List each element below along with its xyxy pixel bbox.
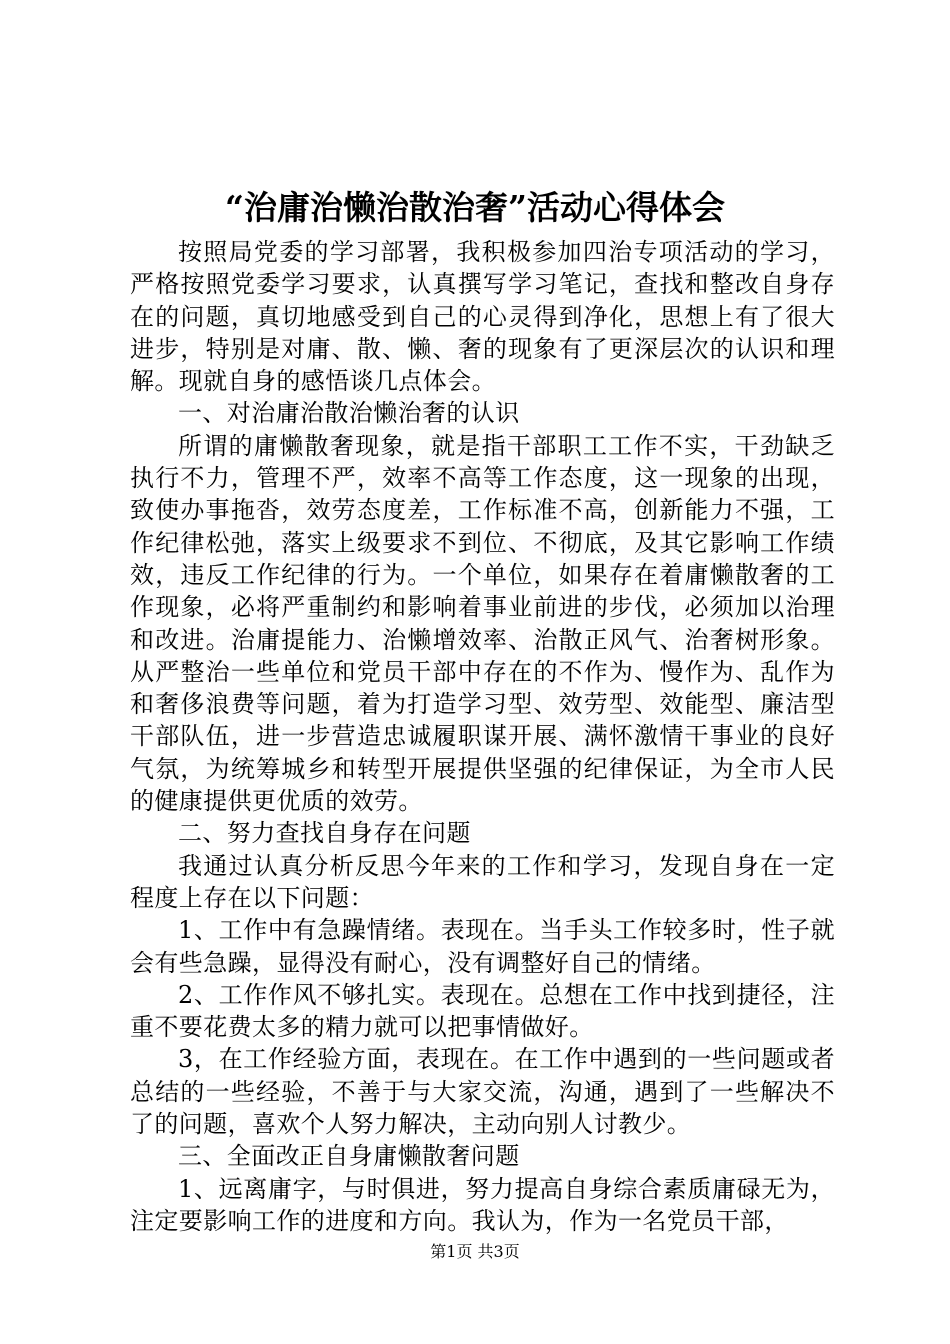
list-item-1: 1、工作中有急躁情绪。表现在。当手头工作较多时，性子就会有些急躁，显得没有耐心，没有调整好自己的情绪。 [130,916,835,977]
page-number: 第1页 共3页 [430,1242,520,1261]
paragraph-section-2: 我通过认真分析反思今年来的工作和学习，发现自身在一定程度上存在以下问题： [130,851,835,912]
paragraph-intro: 按照局党委的学习部署，我积极参加四治专项活动的学习，严格按照党委学习要求，认真撰写学习笔记，查找和整改自身存在的问题，真切地感受到自己的心灵得到净化，思想上有了很大进步，特别是对庸、散、懒、奢的现象有了更深层次的认识和理解。现就自身的感悟谈几点体会。 [130,238,835,396]
section-heading-1: 一、对治庸治散治懒治奢的认识 [178,399,520,428]
section-heading-3: 三、全面改正自身庸懒散奢问题 [178,1142,520,1171]
list-item-2: 2、工作作风不够扎实。表现在。总想在工作中找到捷径，注重不要花费太多的精力就可以把事情做好。 [130,980,835,1042]
paragraph-section-3: 1、远离庸字，与时俱进，努力提高自身综合素质庸碌无为，注定要影响工作的进度和方向。我认为，作为一名党员干部， [130,1174,835,1235]
document-title: “治庸治懒治散治奢”活动心得体会 [225,188,725,227]
section-heading-2: 二、努力查找自身存在问题 [178,819,471,848]
document-body [130,236,835,1237]
list-item-3: 3，在工作经验方面，表现在。在工作中遇到的一些问题或者总结的一些经验，不善于与大家交流，沟通，遇到了一些解决不了的问题，喜欢个人努力解决，主动向别人讨教少。 [130,1045,835,1139]
paragraph-section-1: 所谓的庸懒散奢现象，就是指干部职工工作不实，干劲缺乏执行不力，管理不严，效率不高等工作态度，这一现象的出现，致使办事拖沓，效劳态度差，工作标准不高，创新能力不强，工作纪律松弛，落实上级要求不到位、不彻底，及其它影响工作绩效，违反工作纪律的行为。一个单位，如果存在着庸懒散奢的工作现象，必将严重制约和影响着事业前进的步伐，必须加以治理和改进。治庸提能力、治懒增效率、治散正风气、治奢树形象。从严整治一些单位和党员干部中存在的不作为、慢作为、乱作为和奢侈浪费等问题，着为打造学习型、效劳型、效能型、廉洁型干部队伍，进一步营造忠诚履职谋开展、满怀激情干事业的良好气氛，为统筹城乡和转型开展提供坚强的纪律保证，为全市人民的健康提供更优质的效劳。 [130,431,835,816]
